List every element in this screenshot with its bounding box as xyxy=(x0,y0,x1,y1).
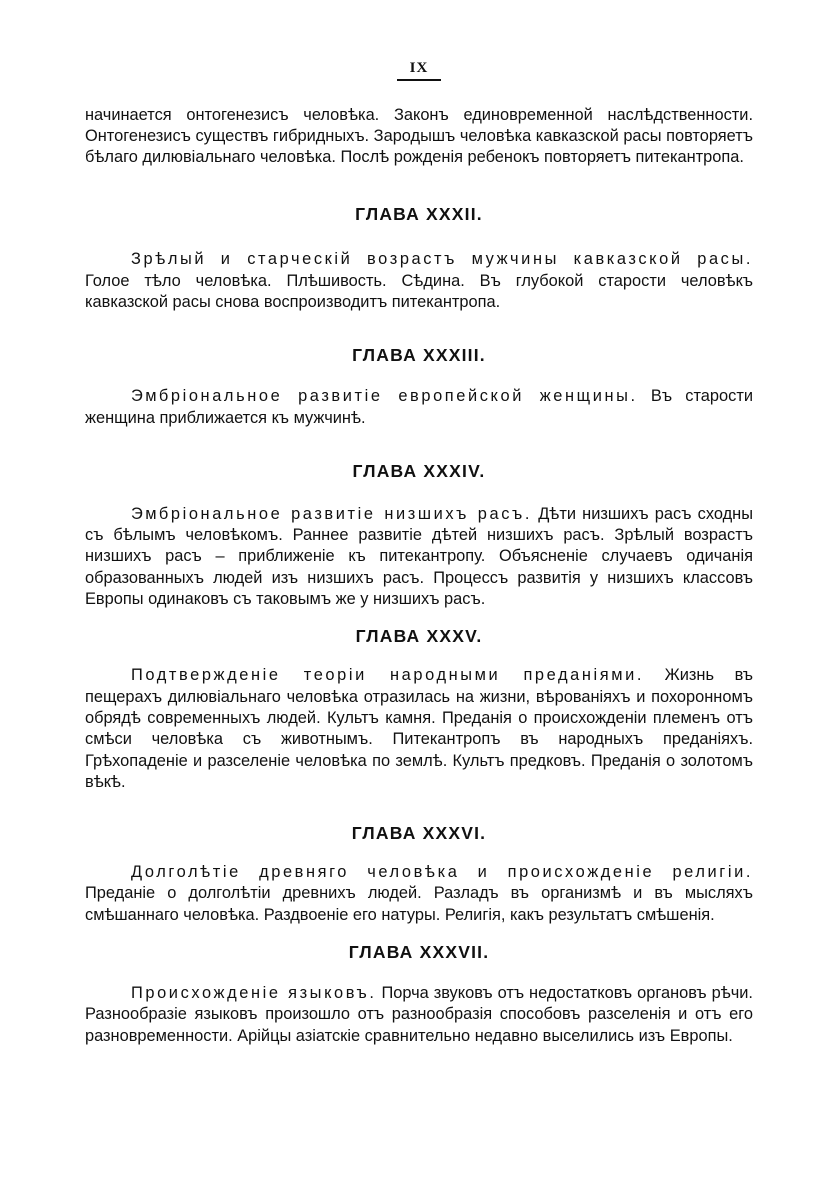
chapter-lead: Зрѣлый и старческій возрастъ мужчины кавказской расы. xyxy=(131,250,753,269)
chapter-summary-35 xyxy=(85,665,753,793)
chapter-lead: Эмбріональное развитіе европейской женщины. xyxy=(131,387,638,406)
chapter-numeral: XXXVI. xyxy=(422,823,487,844)
chapter-numeral: XXXII. xyxy=(426,204,483,225)
chapter-body: Порча звуковъ отъ недостатковъ органовъ рѣчи. Разнообразіе языковъ произошло отъ разнообразія способовъ разселенія и отъ его разновременности. Арійцы азіатскіе сравнительно недавно выселились изъ Европы. xyxy=(85,984,753,1045)
chapter-summary-34 xyxy=(85,504,753,610)
chapter-body: Голое тѣло человѣка. Плѣшивость. Сѣдина. Въ глубокой старости человѣкъ кавказской расы снова воспроизводитъ питекантропа. xyxy=(85,271,753,311)
chapter-body: Въ старости женщина приближается къ мужчинѣ. xyxy=(85,387,753,427)
chapter-heading-34 xyxy=(85,461,753,482)
intro-paragraph: начинается онтогенезисъ человѣка. Законъ единовременной наслѣдственности. Онтогенезисъ существъ гибридныхъ. Зародышъ человѣка кавказской расы повторяетъ бѣлаго дилювіальнаго человѣка. Послѣ рожденія ребенокъ повторяетъ питекантропа. xyxy=(85,105,753,167)
chapter-numeral: XXXIV. xyxy=(423,460,486,481)
chapter-body: Преданіе о долголѣтіи древнихъ людей. Разладъ въ организмѣ и въ мысляхъ смѣшаннаго человѣка. Раздвоеніе его натуры. Религія, какъ результатъ смѣшенія. xyxy=(85,884,753,924)
chapter-label: ГЛАВА xyxy=(352,460,418,481)
chapter-label: ГЛАВА xyxy=(351,823,417,844)
page-number-rule xyxy=(397,79,441,81)
chapter-heading-35 xyxy=(85,626,753,647)
chapter-heading-33 xyxy=(85,345,753,366)
chapter-body: Дѣти низшихъ расъ сходны съ бѣлымъ человѣкомъ. Раннее развитіе дѣтей низшихъ расъ. Зрѣлый возрастъ низшихъ расъ – приближеніе къ питекантропу. Объясненіе случаевъ одичанія образованныхъ людей изъ низшихъ расъ. Процессъ развитія у низшихъ классовъ Европы одинаковъ съ таковымъ же у низшихъ расъ. xyxy=(85,504,754,609)
chapter-summary-32 xyxy=(85,249,753,313)
chapter-label: ГЛАВА xyxy=(348,942,414,963)
chapter-lead: Эмбріональное развитіе низшихъ расъ. xyxy=(131,504,532,523)
chapter-numeral: XXXV. xyxy=(426,626,483,647)
chapter-summary-37 xyxy=(85,983,753,1047)
chapter-heading-32 xyxy=(85,204,753,225)
page-number: IX xyxy=(409,60,429,76)
chapter-label: ГЛАВА xyxy=(355,626,421,647)
chapter-numeral: XXXIII. xyxy=(423,345,486,366)
chapter-lead: Происхожденіе языковъ. xyxy=(131,984,377,1003)
chapter-numeral: XXXVII. xyxy=(419,942,490,963)
chapter-summary-33 xyxy=(85,386,753,429)
chapter-summary-36 xyxy=(85,862,753,926)
chapter-lead: Долголѣтіе древняго человѣка и происхожденіе религіи. xyxy=(131,863,753,882)
chapter-label: ГЛАВА xyxy=(352,345,417,366)
chapter-lead: Подтвержденіе теоріи народными преданіями. xyxy=(131,666,645,685)
chapter-label: ГЛАВА xyxy=(355,204,420,225)
chapter-body: Жизнь въ пещерахъ дилювіальнаго человѣка отразилась на жизни, вѣрованіяхъ и похоронномъ обрядѣ современныхъ людей. Культъ камня. Преданія о происхожденіи племенъ отъ смѣси человѣка съ животнымъ. Питекантропъ въ народныхъ преданіяхъ. Грѣхопаденіе и разселеніе человѣка по землѣ. Культъ предковъ. Преданія о золотомъ вѣкѣ. xyxy=(85,666,753,791)
chapter-heading-36 xyxy=(85,823,753,844)
chapter-heading-37 xyxy=(85,942,753,963)
document-page xyxy=(85,60,753,1047)
